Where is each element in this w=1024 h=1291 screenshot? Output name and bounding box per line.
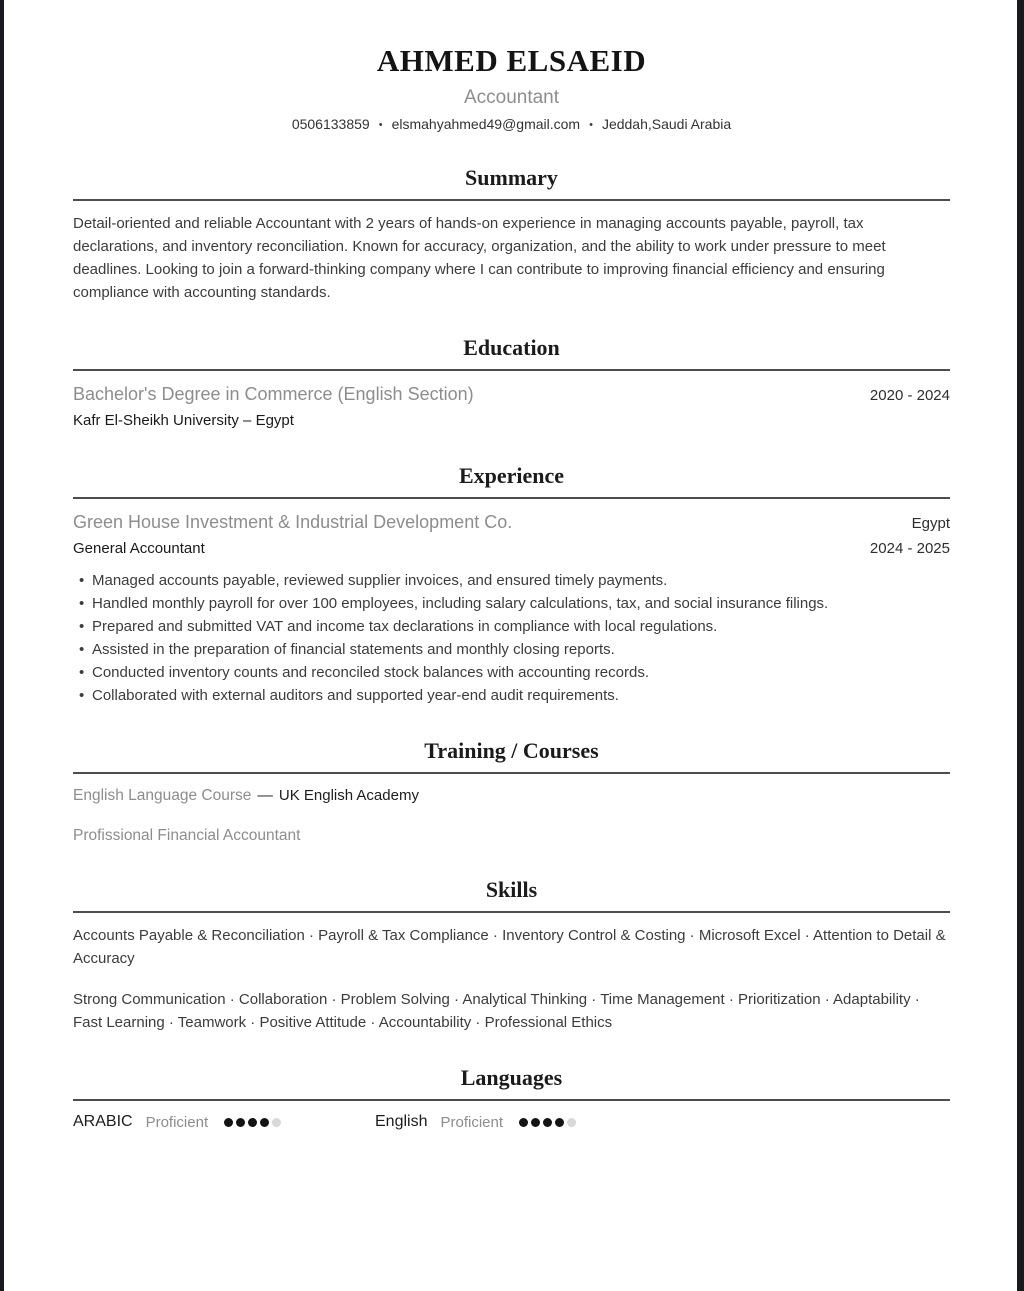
summary-text: Detail-oriented and reliable Accountant with 2 years of hands-on experience in managing accounts payable, payroll, tax declarations, and inventory reconciliation. Known for accuracy, organization, and the ability to work under pressure to meet deadlines. Looking to join a forward-thinking company where I can contribute to improving financial efficiency and ensuring compliance with accounting standards. [73, 215, 886, 301]
course-name: Profissional Financial Accountant [73, 827, 301, 844]
experience-section [73, 462, 950, 707]
skills-group-hard: Accounts Payable & Reconciliation · Payroll & Tax Compliance · Inventory Control & Costing · Microsoft Excel · Attention to Detail & Accuracy [73, 927, 946, 967]
screen-edge-right [1017, 0, 1024, 1291]
experience-bullet: • Managed accounts payable, reviewed supplier invoices, and ensured timely payments. [73, 569, 950, 592]
contact-separator-icon: • [589, 119, 593, 131]
contact-location: Jeddah,Saudi Arabia [601, 116, 732, 132]
course-separator: — [257, 787, 273, 804]
training-section [73, 737, 950, 846]
language-level-dot [224, 1118, 233, 1127]
training-item [73, 786, 950, 806]
education-entry [73, 382, 950, 406]
experience-bullets [73, 569, 950, 707]
experience-bullet: • Collaborated with external auditors and supported year-end audit requirements. [73, 684, 950, 707]
language-level-dot [519, 1118, 528, 1127]
language-level: Proficient [145, 1113, 209, 1131]
training-heading: Training / Courses [73, 737, 950, 774]
education-heading: Education [73, 334, 950, 371]
company-name: Green House Investment & Industrial Development Co. [73, 512, 513, 532]
experience-entry [73, 510, 950, 534]
summary-section [73, 164, 950, 304]
language-level: Proficient [440, 1113, 504, 1131]
language-level-dots [519, 1118, 576, 1127]
resume-header [73, 44, 950, 134]
education-dates: 2020 - 2024 [869, 387, 950, 404]
languages-heading: Languages [73, 1064, 950, 1101]
candidate-name: AHMED ELSAEID [376, 43, 647, 78]
experience-role-row [73, 538, 950, 560]
experience-bullet: • Assisted in the preparation of financial statements and monthly closing reports. [73, 638, 950, 661]
education-school: Kafr El-Sheikh University – Egypt [73, 412, 294, 429]
training-item [73, 826, 950, 846]
language-level-dot [248, 1118, 257, 1127]
experience-bullet: • Handled monthly payroll for over 100 employees, including salary calculations, tax, and social insurance filings. [73, 592, 950, 615]
language-item [73, 1113, 375, 1131]
skills-heading: Skills [73, 876, 950, 913]
contact-line [73, 115, 950, 134]
course-provider: UK English Academy [278, 787, 419, 804]
screen-edge-left [0, 0, 4, 1291]
language-level-dot [236, 1118, 245, 1127]
candidate-title: Accountant [463, 87, 560, 108]
contact-separator-icon: • [378, 119, 383, 131]
contact-phone: 0506133859 [291, 116, 370, 132]
language-level-dot [531, 1118, 540, 1127]
summary-heading: Summary [73, 164, 950, 201]
course-name: English Language Course [73, 787, 252, 804]
language-level-dot [260, 1118, 269, 1127]
language-level-dot [555, 1118, 564, 1127]
language-name: ARABIC [73, 1113, 133, 1130]
degree-title: Bachelor's Degree in Commerce (English Section) [73, 384, 474, 404]
education-section [73, 334, 950, 432]
experience-dates: 2024 - 2025 [869, 540, 950, 557]
experience-location: Egypt [911, 515, 950, 532]
skills-section [73, 876, 950, 1034]
language-level-dot [567, 1118, 576, 1127]
job-role: General Accountant [73, 540, 205, 557]
skills-group-soft: Strong Communication · Collaboration · Problem Solving · Analytical Thinking · Time Management · Prioritization · Adaptability · Fast Learning · Teamwork · Positive Attitude · Accountability · Professional Ethics [73, 991, 920, 1031]
experience-bullet: • Prepared and submitted VAT and income tax declarations in compliance with local regulations. [73, 615, 950, 638]
experience-heading: Experience [73, 462, 950, 499]
languages-section [73, 1064, 950, 1131]
experience-bullet: • Conducted inventory counts and reconciled stock balances with accounting records. [73, 661, 950, 684]
contact-email: elsmahyahmed49@gmail.com [391, 116, 581, 132]
language-level-dots [224, 1118, 281, 1127]
languages-row [73, 1113, 950, 1131]
language-level-dot [543, 1118, 552, 1127]
language-name: English [375, 1113, 428, 1130]
language-item [375, 1113, 677, 1131]
language-level-dot [272, 1118, 281, 1127]
